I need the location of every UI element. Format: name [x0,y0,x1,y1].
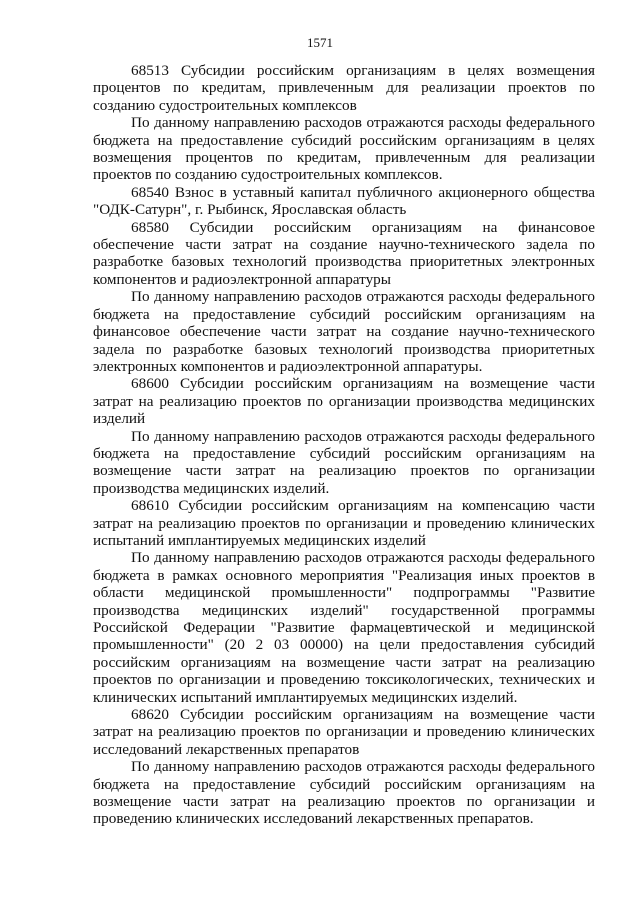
paragraph-68580-description: По данному направлению расходов отражаются расходы федерального бюджета на предоставление субсидий российским организациям на финансовое обеспечение части затрат на создание научно-технического задела по разработке базовых технологий производства приоритетных электронных компонентов и радиоэлектронной аппаратуры. [93,288,595,375]
paragraph-68580-title: 68580 Субсидии российским организациям на финансовое обеспечение части затрат на создание научно-технического задела по разработке базовых технологий производства приоритетных электронных компонентов и радиоэлектронной аппаратуры [93,218,595,288]
paragraph-68513-description: По данному направлению расходов отражаются расходы федерального бюджета на предоставление субсидий российским организациям в целях возмещения процентов по кредитам, привлеченным для реализации проектов по созданию судостроительных комплексов. [93,114,595,184]
paragraph-68600-title: 68600 Субсидии российским организациям на возмещение части затрат на реализацию проектов по организации производства медицинских изделий [93,375,595,428]
paragraph-68610-title: 68610 Субсидии российским организациям на компенсацию части затрат на реализацию проектов по организации и проведению клинических испытаний имплантируемых медицинских изделий [93,497,595,549]
paragraph-68620-description: По данному направлению расходов отражаются расходы федерального бюджета на предоставление субсидий российским организациям на возмещение части затрат на реализацию проектов по организации и проведению клинических исследований лекарственных препаратов. [93,758,595,828]
page-number: 1571 [307,35,333,50]
paragraph-68540-title: 68540 Взнос в уставный капитал публичного акционерного общества "ОДК-Сатурн", г. Рыбинск, Ярославская область [93,183,595,219]
paragraph-68620-title: 68620 Субсидии российским организациям на возмещение части затрат на реализацию проектов по организации и проведению клинических исследований лекарственных препаратов [93,706,595,758]
paragraph-68610-description: По данному направлению расходов отражаются расходы федерального бюджета в рамках основного мероприятия "Реализация иных проектов в области медицинской промышленности" подпрограммы "Развитие производства медицинских изделий" государственной программы Российской Федерации "Развитие фармацевтической и медицинской промышленности" (20 2 03 00000) на цели предоставления субсидий российским организациям на возмещение части затрат на реализацию проектов по организации и проведению токсикологических, технических и клинических испытаний имплантируемых медицинских изделий. [93,549,595,706]
paragraph-68600-description: По данному направлению расходов отражаются расходы федерального бюджета на предоставление субсидий российским организациям на возмещение части затрат на реализацию проектов по организации производства медицинских изделий. [93,427,595,497]
paragraph-68513-title: 68513 Субсидии российским организациям в целях возмещения процентов по кредитам, привлеченным для реализации проектов по созданию судостроительных комплексов [93,62,595,114]
document-body [93,62,595,828]
